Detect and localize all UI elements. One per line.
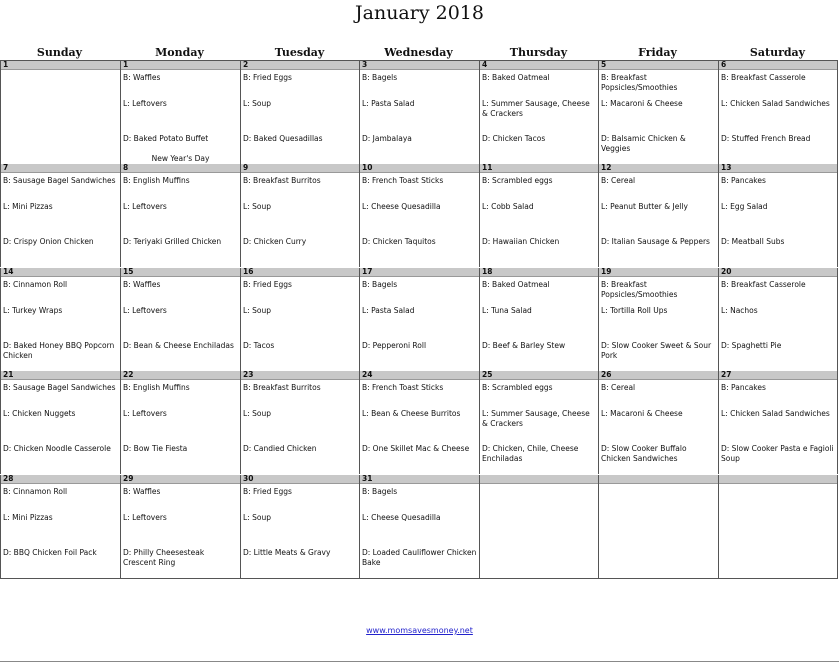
day-cell xyxy=(359,61,479,164)
breakfast-entry: B: Breakfast Burritos xyxy=(243,383,321,392)
day-number: 21 xyxy=(1,371,120,380)
lunch-entry: L: Tortilla Roll Ups xyxy=(601,306,668,315)
day-cell xyxy=(479,61,598,164)
lunch-entry: L: Macaroni & Cheese xyxy=(601,409,683,418)
dinner-entry: D: Teriyaki Grilled Chicken xyxy=(123,237,222,246)
lunch-entry: L: Soup xyxy=(243,306,271,315)
day-number: 14 xyxy=(1,268,120,277)
holiday-note: New Year's Day xyxy=(151,154,210,163)
lunch-entry: L: Leftovers xyxy=(123,99,167,108)
dinner-entry: D: Baked Honey BBQ Popcorn Chicken xyxy=(3,341,115,360)
breakfast-entry: B: Cinnamon Roll xyxy=(3,280,68,289)
day-cell xyxy=(0,61,120,164)
breakfast-entry: B: Bagels xyxy=(362,73,398,82)
day-cell xyxy=(0,475,120,578)
breakfast-entry: B: Scrambled eggs xyxy=(482,176,553,185)
lunch-entry: L: Cheese Quesadilla xyxy=(362,202,441,211)
dinner-entry: D: Loaded Cauliflower Chicken Bake xyxy=(362,548,477,567)
dinner-entry: D: Chicken, Chile, Cheese Enchiladas xyxy=(482,444,579,463)
day-number: 24 xyxy=(360,371,479,380)
breakfast-entry: B: Cinnamon Roll xyxy=(3,487,68,496)
day-number: 28 xyxy=(1,475,120,484)
day-number: 4 xyxy=(480,61,598,70)
day-cell xyxy=(120,371,240,474)
page-title: January 2018 xyxy=(355,2,484,24)
day-number: 19 xyxy=(599,268,718,277)
breakfast-entry: B: Sausage Bagel Sandwiches xyxy=(3,383,116,392)
lunch-entry: L: Leftovers xyxy=(123,409,167,418)
lunch-entry: L: Mini Pizzas xyxy=(3,513,53,522)
day-number: 26 xyxy=(599,371,718,380)
weekday-saturday: Saturday xyxy=(749,46,806,59)
breakfast-entry: B: Fried Eggs xyxy=(243,73,292,82)
lunch-entry: L: Pasta Salad xyxy=(362,99,415,108)
day-cell xyxy=(598,164,718,267)
lunch-entry: L: Leftovers xyxy=(123,306,167,315)
lunch-entry: L: Nachos xyxy=(721,306,758,315)
day-cell xyxy=(240,268,359,371)
lunch-entry: L: Bean & Cheese Burritos xyxy=(362,409,461,418)
day-number: 7 xyxy=(1,164,120,173)
day-number: 10 xyxy=(360,164,479,173)
day-cell xyxy=(479,164,598,267)
calendar-grid xyxy=(0,60,838,579)
breakfast-entry: B: French Toast Sticks xyxy=(362,176,444,185)
weekday-thursday: Thursday xyxy=(509,46,568,59)
day-number: 27 xyxy=(719,371,837,380)
day-number: 1 xyxy=(1,61,120,70)
dinner-entry: D: Little Meats & Gravy xyxy=(243,548,331,557)
lunch-entry: L: Chicken Salad Sandwiches xyxy=(721,409,830,418)
day-number: 25 xyxy=(480,371,598,380)
day-number: 22 xyxy=(121,371,240,380)
breakfast-entry: B: Bagels xyxy=(362,280,398,289)
dinner-entry: D: Stuffed French Bread xyxy=(721,134,811,143)
breakfast-entry: B: Fried Eggs xyxy=(243,280,292,289)
lunch-entry: L: Chicken Salad Sandwiches xyxy=(721,99,830,108)
dinner-entry: D: Chicken Taquitos xyxy=(362,237,436,246)
breakfast-entry: B: Breakfast Casserole xyxy=(721,280,806,289)
bottom-rule xyxy=(0,661,839,662)
day-number: 30 xyxy=(241,475,359,484)
day-cell xyxy=(120,61,240,164)
lunch-entry: L: Leftovers xyxy=(123,513,167,522)
day-number xyxy=(480,475,598,484)
breakfast-entry: B: Cereal xyxy=(601,176,636,185)
dinner-entry: D: Slow Cooker Buffalo Chicken Sandwiches xyxy=(601,444,687,463)
breakfast-entry: B: Waffles xyxy=(123,487,161,496)
dinner-entry: D: Baked Potato Buffet xyxy=(123,134,209,143)
day-cell xyxy=(718,268,838,371)
lunch-entry: L: Peanut Butter & Jelly xyxy=(601,202,688,211)
day-cell xyxy=(359,164,479,267)
lunch-entry: L: Soup xyxy=(243,409,271,418)
breakfast-entry: B: English Muffins xyxy=(123,383,190,392)
day-cell xyxy=(598,371,718,474)
day-cell xyxy=(598,268,718,371)
day-cell xyxy=(479,475,598,578)
day-number: 20 xyxy=(719,268,837,277)
lunch-entry: L: Mini Pizzas xyxy=(3,202,53,211)
dinner-entry: D: Jambalaya xyxy=(362,134,412,143)
breakfast-entry: B: Scrambled eggs xyxy=(482,383,553,392)
dinner-entry: D: Slow Cooker Pasta e Fagioli Soup xyxy=(721,444,834,463)
dinner-entry: D: Slow Cooker Sweet & Sour Pork xyxy=(601,341,712,360)
weekday-sunday: Sunday xyxy=(36,46,83,59)
day-number: 5 xyxy=(599,61,718,70)
dinner-entry: D: Chicken Noodle Casserole xyxy=(3,444,111,453)
day-cell xyxy=(718,61,838,164)
dinner-entry: D: Bow Tie Fiesta xyxy=(123,444,188,453)
day-cell xyxy=(240,61,359,164)
weekday-tuesday: Tuesday xyxy=(274,46,325,59)
dinner-entry: D: Bean & Cheese Enchiladas xyxy=(123,341,234,350)
dinner-entry: D: Chicken Tacos xyxy=(482,134,546,143)
day-number: 9 xyxy=(241,164,359,173)
dinner-entry: D: Hawaiian Chicken xyxy=(482,237,560,246)
lunch-entry: L: Tuna Salad xyxy=(482,306,532,315)
dinner-entry: D: Baked Quesadillas xyxy=(243,134,323,143)
day-cell xyxy=(598,61,718,164)
day-number: 17 xyxy=(360,268,479,277)
dinner-entry: D: Italian Sausage & Peppers xyxy=(601,237,710,246)
dinner-entry: D: Crispy Onion Chicken xyxy=(3,237,94,246)
dinner-entry: D: Meatball Subs xyxy=(721,237,785,246)
lunch-entry: L: Pasta Salad xyxy=(362,306,415,315)
day-number: 15 xyxy=(121,268,240,277)
breakfast-entry: B: French Toast Sticks xyxy=(362,383,444,392)
breakfast-entry: B: Bagels xyxy=(362,487,398,496)
day-number: 12 xyxy=(599,164,718,173)
dinner-entry: D: Pepperoni Roll xyxy=(362,341,427,350)
day-number: 18 xyxy=(480,268,598,277)
lunch-entry: L: Soup xyxy=(243,513,271,522)
lunch-entry: L: Egg Salad xyxy=(721,202,768,211)
breakfast-entry: B: Pancakes xyxy=(721,383,766,392)
breakfast-entry: B: English Muffins xyxy=(123,176,190,185)
weekday-wednesday: Wednesday xyxy=(384,46,453,59)
breakfast-entry: B: Sausage Bagel Sandwiches xyxy=(3,176,116,185)
day-number: 2 xyxy=(241,61,359,70)
day-cell xyxy=(359,268,479,371)
dinner-entry: D: Balsamic Chicken & Veggies xyxy=(601,134,686,153)
day-cell xyxy=(0,371,120,474)
lunch-entry: L: Turkey Wraps xyxy=(3,306,63,315)
breakfast-entry: B: Waffles xyxy=(123,73,161,82)
lunch-entry: L: Cobb Salad xyxy=(482,202,534,211)
day-cell xyxy=(359,475,479,578)
day-number: 11 xyxy=(480,164,598,173)
day-cell xyxy=(479,268,598,371)
breakfast-entry: B: Baked Oatmeal xyxy=(482,73,550,82)
day-cell xyxy=(479,371,598,474)
day-cell xyxy=(120,475,240,578)
day-cell xyxy=(359,371,479,474)
day-number: 6 xyxy=(719,61,837,70)
dinner-entry: D: Beef & Barley Stew xyxy=(482,341,566,350)
day-cell xyxy=(718,164,838,267)
day-cell xyxy=(120,268,240,371)
breakfast-entry: B: Waffles xyxy=(123,280,161,289)
lunch-entry: L: Summer Sausage, Cheese & Crackers xyxy=(482,99,590,118)
day-number: 23 xyxy=(241,371,359,380)
breakfast-entry: B: Breakfast Burritos xyxy=(243,176,321,185)
breakfast-entry: B: Baked Oatmeal xyxy=(482,280,550,289)
breakfast-entry: B: Fried Eggs xyxy=(243,487,292,496)
day-cell xyxy=(718,475,838,578)
lunch-entry: L: Macaroni & Cheese xyxy=(601,99,683,108)
day-number: 3 xyxy=(360,61,479,70)
lunch-entry: L: Cheese Quesadilla xyxy=(362,513,441,522)
day-number: 29 xyxy=(121,475,240,484)
day-number: 13 xyxy=(719,164,837,173)
day-number xyxy=(599,475,718,484)
lunch-entry: L: Summer Sausage, Cheese & Crackers xyxy=(482,409,590,428)
breakfast-entry: B: Cereal xyxy=(601,383,636,392)
dinner-entry: D: Chicken Curry xyxy=(243,237,307,246)
day-number xyxy=(719,475,837,484)
day-cell xyxy=(598,475,718,578)
dinner-entry: D: Candied Chicken xyxy=(243,444,317,453)
breakfast-entry: B: Breakfast Popsicles/Smoothies xyxy=(601,280,678,299)
day-cell xyxy=(120,164,240,267)
day-cell xyxy=(0,164,120,267)
day-number: 16 xyxy=(241,268,359,277)
lunch-entry: L: Soup xyxy=(243,202,271,211)
weekday-monday: Monday xyxy=(155,46,204,59)
dinner-entry: D: One Skillet Mac & Cheese xyxy=(362,444,470,453)
breakfast-entry: B: Breakfast Casserole xyxy=(721,73,806,82)
lunch-entry: L: Soup xyxy=(243,99,271,108)
weekday-friday: Friday xyxy=(638,46,677,59)
breakfast-entry: B: Pancakes xyxy=(721,176,766,185)
day-cell xyxy=(240,164,359,267)
day-cell xyxy=(0,268,120,371)
day-number: 31 xyxy=(360,475,479,484)
footer-website-link[interactable]: www.momsavesmoney.net xyxy=(366,626,473,635)
breakfast-entry: B: Breakfast Popsicles/Smoothies xyxy=(601,73,678,92)
day-cell xyxy=(240,371,359,474)
lunch-entry: L: Leftovers xyxy=(123,202,167,211)
dinner-entry: D: Tacos xyxy=(243,341,275,350)
day-cell xyxy=(240,475,359,578)
dinner-entry: D: BBQ Chicken Foil Pack xyxy=(3,548,97,557)
day-number: 1 xyxy=(121,61,240,70)
dinner-entry: D: Spaghetti Pie xyxy=(721,341,782,350)
lunch-entry: L: Chicken Nuggets xyxy=(3,409,76,418)
day-cell xyxy=(718,371,838,474)
dinner-entry: D: Philly Cheesesteak Crescent Ring xyxy=(123,548,205,567)
day-number: 8 xyxy=(121,164,240,173)
weekday-header xyxy=(0,46,839,60)
